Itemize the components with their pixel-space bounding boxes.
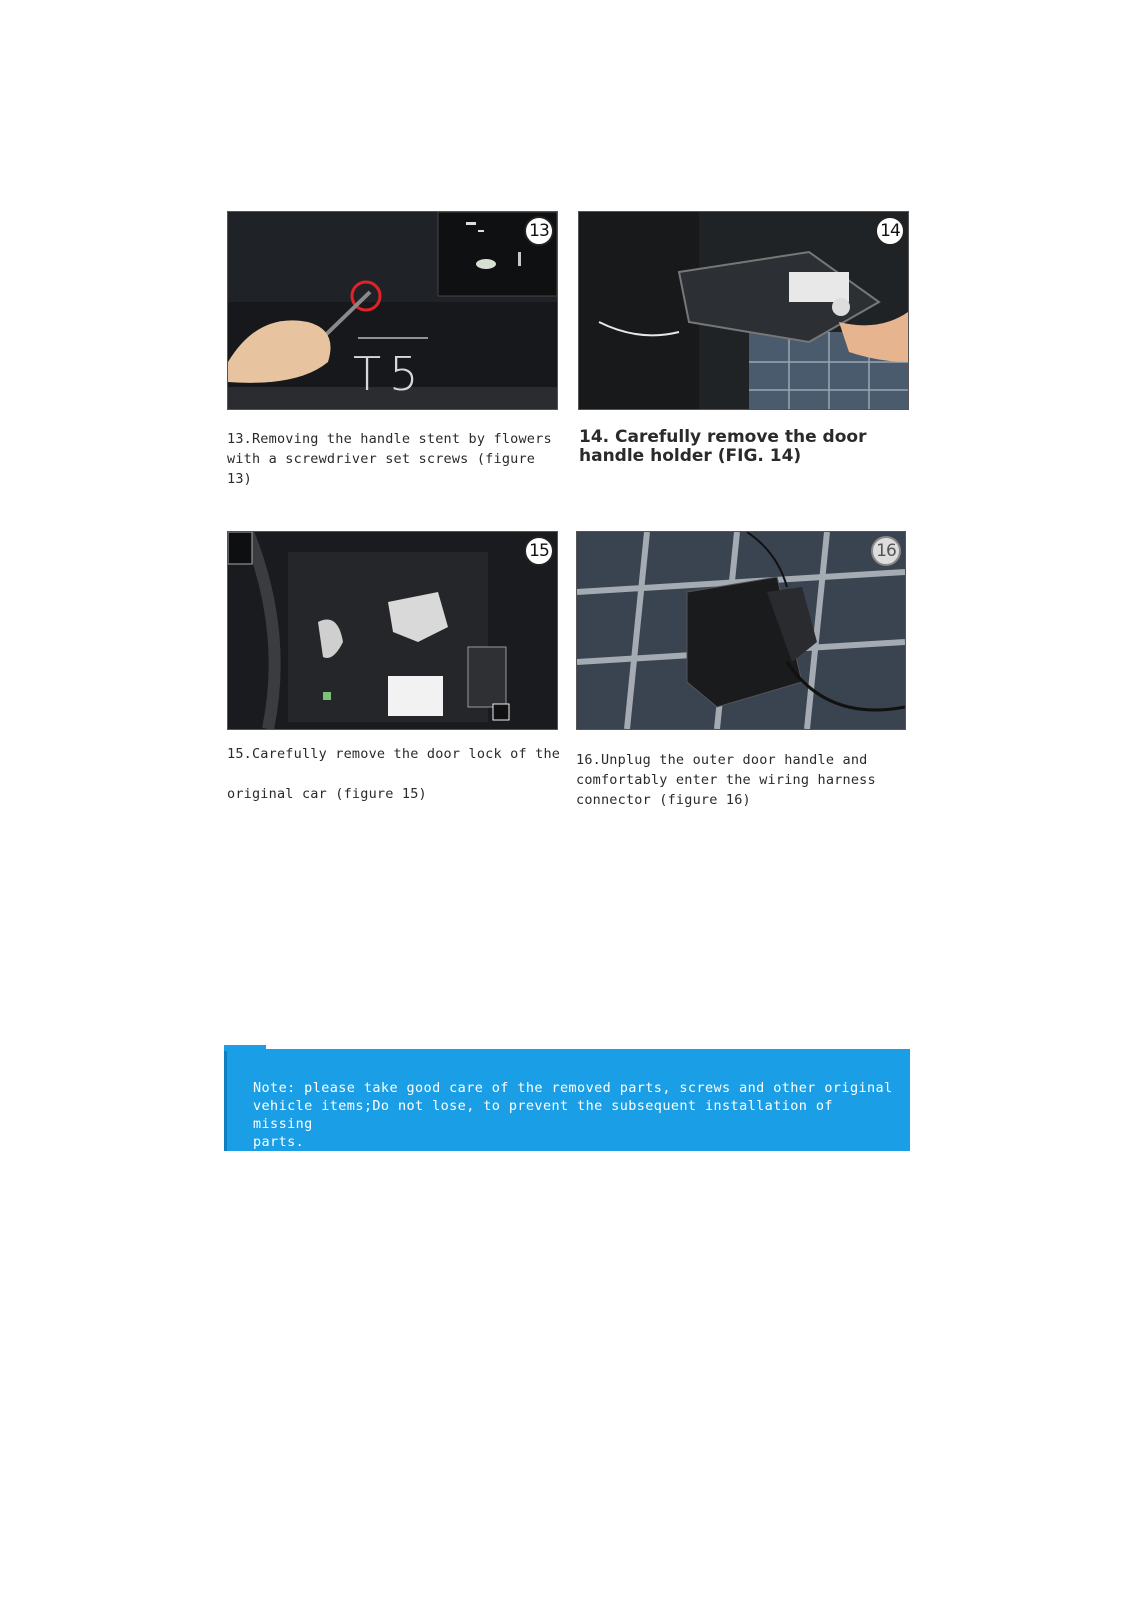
figure-13-photo <box>227 211 558 410</box>
note-text <box>253 1079 893 1151</box>
caption-16-line-2: comfortably enter the wiring harness <box>576 772 876 788</box>
caption-16 <box>576 750 916 810</box>
figure-14-badge: 14 <box>875 216 905 246</box>
caption-16-line-1: 16.Unplug the outer door handle and <box>576 752 868 768</box>
caption-14-line-2: handle holder (FIG. 14) <box>579 446 802 466</box>
lock-on-floor-photo-icon <box>577 532 905 729</box>
door-lock-photo-icon <box>228 532 557 729</box>
figure-15-photo <box>227 531 558 730</box>
caption-13 <box>227 429 567 489</box>
caption-14-line-1: 14. Carefully remove the door <box>579 427 867 447</box>
caption-13-line-2: with a screwdriver set screws (figure 13) <box>227 451 536 487</box>
figure-16-photo <box>576 531 906 730</box>
figure-14-photo <box>578 211 909 410</box>
note-line-1: Note: please take good care of the removed parts, screws and other original <box>253 1080 893 1096</box>
note-box <box>224 1049 910 1151</box>
caption-13-line-1: 13.Removing the handle stent by flowers <box>227 431 552 447</box>
caption-15-line-2: original car (figure 15) <box>227 786 427 802</box>
figure-15-badge: 15 <box>524 536 554 566</box>
caption-16-line-3: connector (figure 16) <box>576 792 751 808</box>
note-box-tab <box>224 1045 266 1051</box>
figure-13-badge: 13 <box>524 216 554 246</box>
caption-14 <box>579 428 909 466</box>
caption-15-line-1: 15.Carefully remove the door lock of the <box>227 746 561 762</box>
photo-label-t5: T5 <box>353 347 427 401</box>
note-line-2: vehicle items;Do not lose, to prevent the subsequent installation of missing <box>253 1098 833 1132</box>
handle-holder-photo-icon <box>579 212 908 409</box>
figure-16-badge: 16 <box>871 536 901 566</box>
note-line-3: parts. <box>253 1134 305 1150</box>
caption-15 <box>227 744 567 804</box>
